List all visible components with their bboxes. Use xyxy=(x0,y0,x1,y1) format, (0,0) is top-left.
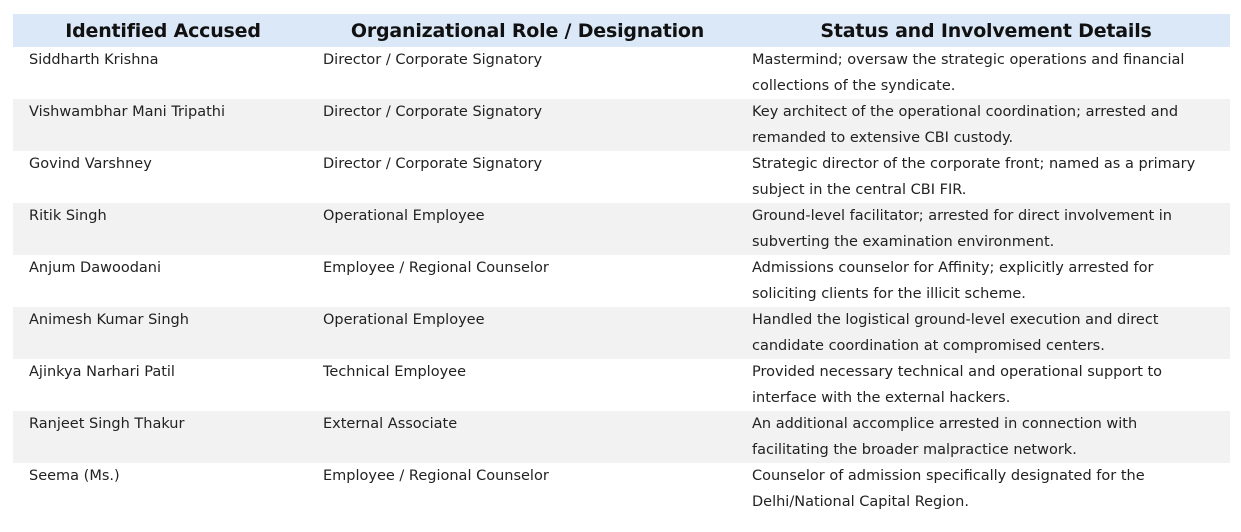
cell-name: Siddharth Krishna xyxy=(29,52,159,68)
cell-name: Ritik Singh xyxy=(29,208,107,224)
table-row xyxy=(13,255,1230,307)
cell-role: Employee / Regional Counselor xyxy=(323,468,549,484)
table-row xyxy=(13,47,1230,99)
cell-details: Admissions counselor for Affinity; explicitly arrested for soliciting clients for the illicit scheme. xyxy=(752,260,1154,302)
cell-name: Vishwambhar Mani Tripathi xyxy=(29,104,226,120)
cell-details: Ground-level facilitator; arrested for direct involvement in subverting the examination environment. xyxy=(752,208,1172,250)
accused-table xyxy=(13,14,1230,515)
cell-details: Counselor of admission specifically designated for the Delhi/National Capital Region. xyxy=(752,468,1145,510)
header-row xyxy=(13,14,1230,47)
table-row xyxy=(13,307,1230,359)
cell-details: Provided necessary technical and operational support to interface with the external hackers. xyxy=(752,364,1163,406)
cell-role: External Associate xyxy=(323,416,458,432)
table-row xyxy=(13,151,1230,203)
accused-table-container xyxy=(13,14,1230,515)
cell-name: Ajinkya Narhari Patil xyxy=(29,364,175,380)
cell-details: Handled the logistical ground-level execution and direct candidate coordination at compromised centers. xyxy=(752,312,1159,354)
cell-name: Seema (Ms.) xyxy=(29,468,120,484)
cell-details: An additional accomplice arrested in connection with facilitating the broader malpractice network. xyxy=(752,416,1138,458)
cell-details: Mastermind; oversaw the strategic operations and financial collections of the syndicate. xyxy=(752,52,1185,94)
cell-role: Operational Employee xyxy=(323,312,485,328)
cell-role: Director / Corporate Signatory xyxy=(323,52,543,68)
table-header xyxy=(13,14,1230,47)
table-row xyxy=(13,411,1230,463)
table-row xyxy=(13,359,1230,411)
table-row xyxy=(13,99,1230,151)
header-status-details: Status and Involvement Details xyxy=(742,14,1230,47)
header-organizational-role: Organizational Role / Designation xyxy=(313,14,742,47)
cell-role: Director / Corporate Signatory xyxy=(323,156,543,172)
table-body xyxy=(13,47,1230,515)
cell-role: Employee / Regional Counselor xyxy=(323,260,549,276)
cell-details: Key architect of the operational coordination; arrested and remanded to extensive CBI custody. xyxy=(752,104,1179,146)
cell-role: Director / Corporate Signatory xyxy=(323,104,543,120)
header-identified-accused: Identified Accused xyxy=(13,14,313,47)
cell-name: Ranjeet Singh Thakur xyxy=(29,416,185,432)
cell-role: Technical Employee xyxy=(323,364,467,380)
table-row xyxy=(13,203,1230,255)
table-row xyxy=(13,463,1230,515)
cell-name: Anjum Dawoodani xyxy=(29,260,162,276)
cell-details: Strategic director of the corporate front; named as a primary subject in the central CBI FIR. xyxy=(752,156,1196,198)
cell-name: Govind Varshney xyxy=(29,156,152,172)
cell-name: Animesh Kumar Singh xyxy=(29,312,189,328)
cell-role: Operational Employee xyxy=(323,208,485,224)
